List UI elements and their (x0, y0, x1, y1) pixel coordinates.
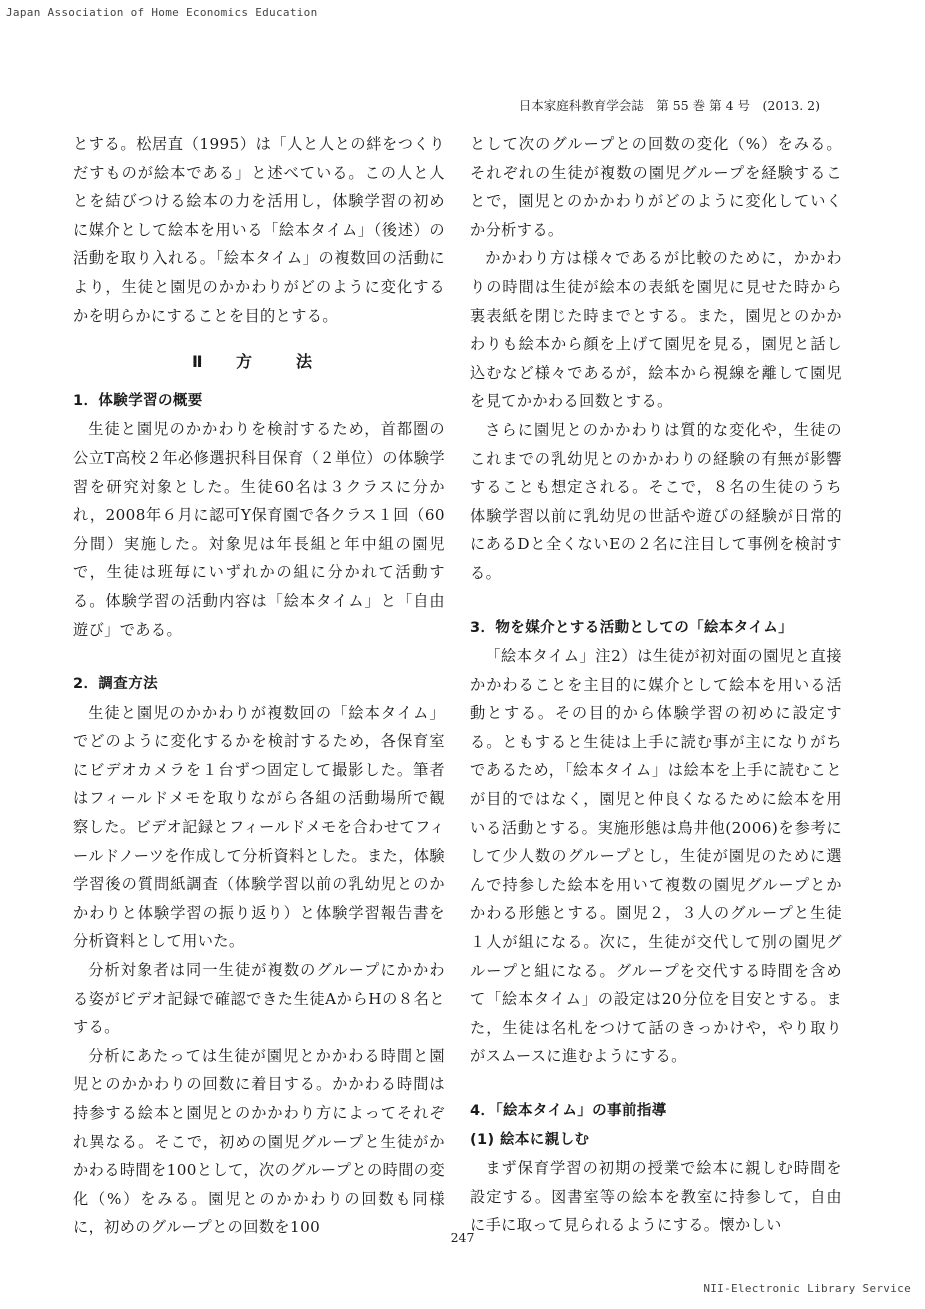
watermark-bottom: NII-Electronic Library Service (703, 1282, 911, 1295)
paragraph: まず保育学習の初期の授業で絵本に親しむ時間を設定する。図書室等の絵本を教室に持参して，自由に手に取って見られるようにする。懐かしい (470, 1159, 842, 1235)
watermark-top: Japan Association of Home Economics Education (6, 6, 318, 19)
subheading: 4．「絵本タイム」の事前指導 (470, 1103, 667, 1119)
page-number: 247 (450, 1230, 475, 1245)
paragraph: かかわり方は様々であるが比較のために，かかわりの時間は生徒が絵本の表紙を園児に見せた時から裏表紙を閉じた時までとする。また，園児とのかかわりも絵本から顔を上げて園児を見る，園児と話し込むなど様々であるが，絵本から視線を離して園児を見てかかわる回数とする。 (470, 249, 842, 411)
subheading: 3．物を媒介とする活動としての「絵本タイム」 (470, 619, 794, 636)
paragraph: 生徒と園児のかかわりを検討するため，首都圏の公立T高校２年必修選択科目保育（２単位）の体験学習を研究対象とした。生徒60名は３クラスに分かれ，2008年６月に認可Y保育園で各クラス１回（60分間）実施した。対象児は年長組と年中組の園児で，生徒は班毎にいずれかの組に分かれて活動する。体験学習の活動内容は「絵本タイム」と「自由遊び」である。 (73, 420, 445, 639)
subheading: (1) 絵本に親しむ (470, 1131, 590, 1148)
subheading: 2．調査方法 (73, 676, 158, 693)
paragraph: とする。松居直（1995）は「人と人との絆をつくりだすものが絵本である」と述べている。この人と人とを結びつける絵本の力を活用し，体験学習の初めに媒介として絵本を用いる「絵本タイム」（後述）の活動を取り入れる。「絵本タイム」の複数回の活動により，生徒と園児のかかわりがどのように変化するかを明らかにすることを目的とする。 (73, 135, 445, 325)
paragraph: さらに園児とのかかわりは質的な変化や，生徒のこれまでの乳幼児とのかかわりの経験の有無が影響することも想定される。そこで，８名の生徒のうち体験学習以前に乳幼児の世話や遊びの経験が日常的にあるDと全くないEの２名に注目して事例を検討する。 (470, 420, 842, 582)
paragraph: として次のグループとの回数の変化（%）をみる。それぞれの生徒が複数の園児グループを経験することで，園児とのかかわりがどのように変化していくか分析する。 (470, 135, 842, 239)
paragraph: 分析対象者は同一生徒が複数のグループにかかわる姿がビデオ記録で確認できた生徒AからHの８名とする。 (73, 961, 445, 1037)
left-column (73, 130, 445, 1242)
paragraph: 生徒と園児のかかわりが複数回の「絵本タイム」でどのように変化するかを検討するため，各保育室にビデオカメラを１台ずつ固定して撮影した。筆者はフィールドメモを取りながら各組の活動場所で観察した。ビデオ記録とフィールドメモを合わせてフィールドノーツを作成して分析資料とした。また，体験学習後の質問紙調査（体験学習以前の乳幼児とのかかわりと体験学習の振り返り）と体験学習報告書を分析資料として用いた。 (73, 703, 445, 951)
section-title: Ⅱ 方 法 (191, 352, 327, 372)
right-column (470, 130, 842, 1240)
running-head: 日本家庭科教育学会誌 第 55 巻 第 4 号 (2013. 2) (518, 98, 820, 113)
subheading: 1．体験学習の概要 (73, 392, 203, 409)
paragraph: 「絵本タイム」注2）は生徒が初対面の園児と直接かかわることを主目的に媒介として絵本を用いる活動とする。その目的から体験学習の初めに設定する。ともすると生徒は上手に読む事が主になりがちであるため，「絵本タイム」は絵本を上手に読むことが目的ではなく，園児と仲良くなるために絵本を用いる活動とする。実施形態は鳥井他(2006)を参考にして少人数のグループとし，生徒が園児のために選んで持参した絵本を用いて複数の園児グループとかかわる形態とする。園児２，３人のグループと生徒１人が組になる。次に，生徒が交代して別の園児グループと組になる。グループを交代する時間を含めて「絵本タイム」の設定は20分位を目安とする。また，生徒は名札をつけて話のきっかけや，やり取りがスムースに進むようにする。 (470, 647, 842, 1066)
paragraph: 分析にあたっては生徒が園児とかかわる時間と園児とのかかわりの回数に着目する。かかわる時間は持参する絵本と園児とのかかわり方によってそれぞれ異なる。そこで，初めの園児グループと生徒がかかわる時間を100として，次のグループとの時間の変化（%）をみる。園児とのかかわりの回数も同様に，初めのグループとの回数を100 (73, 1046, 445, 1237)
